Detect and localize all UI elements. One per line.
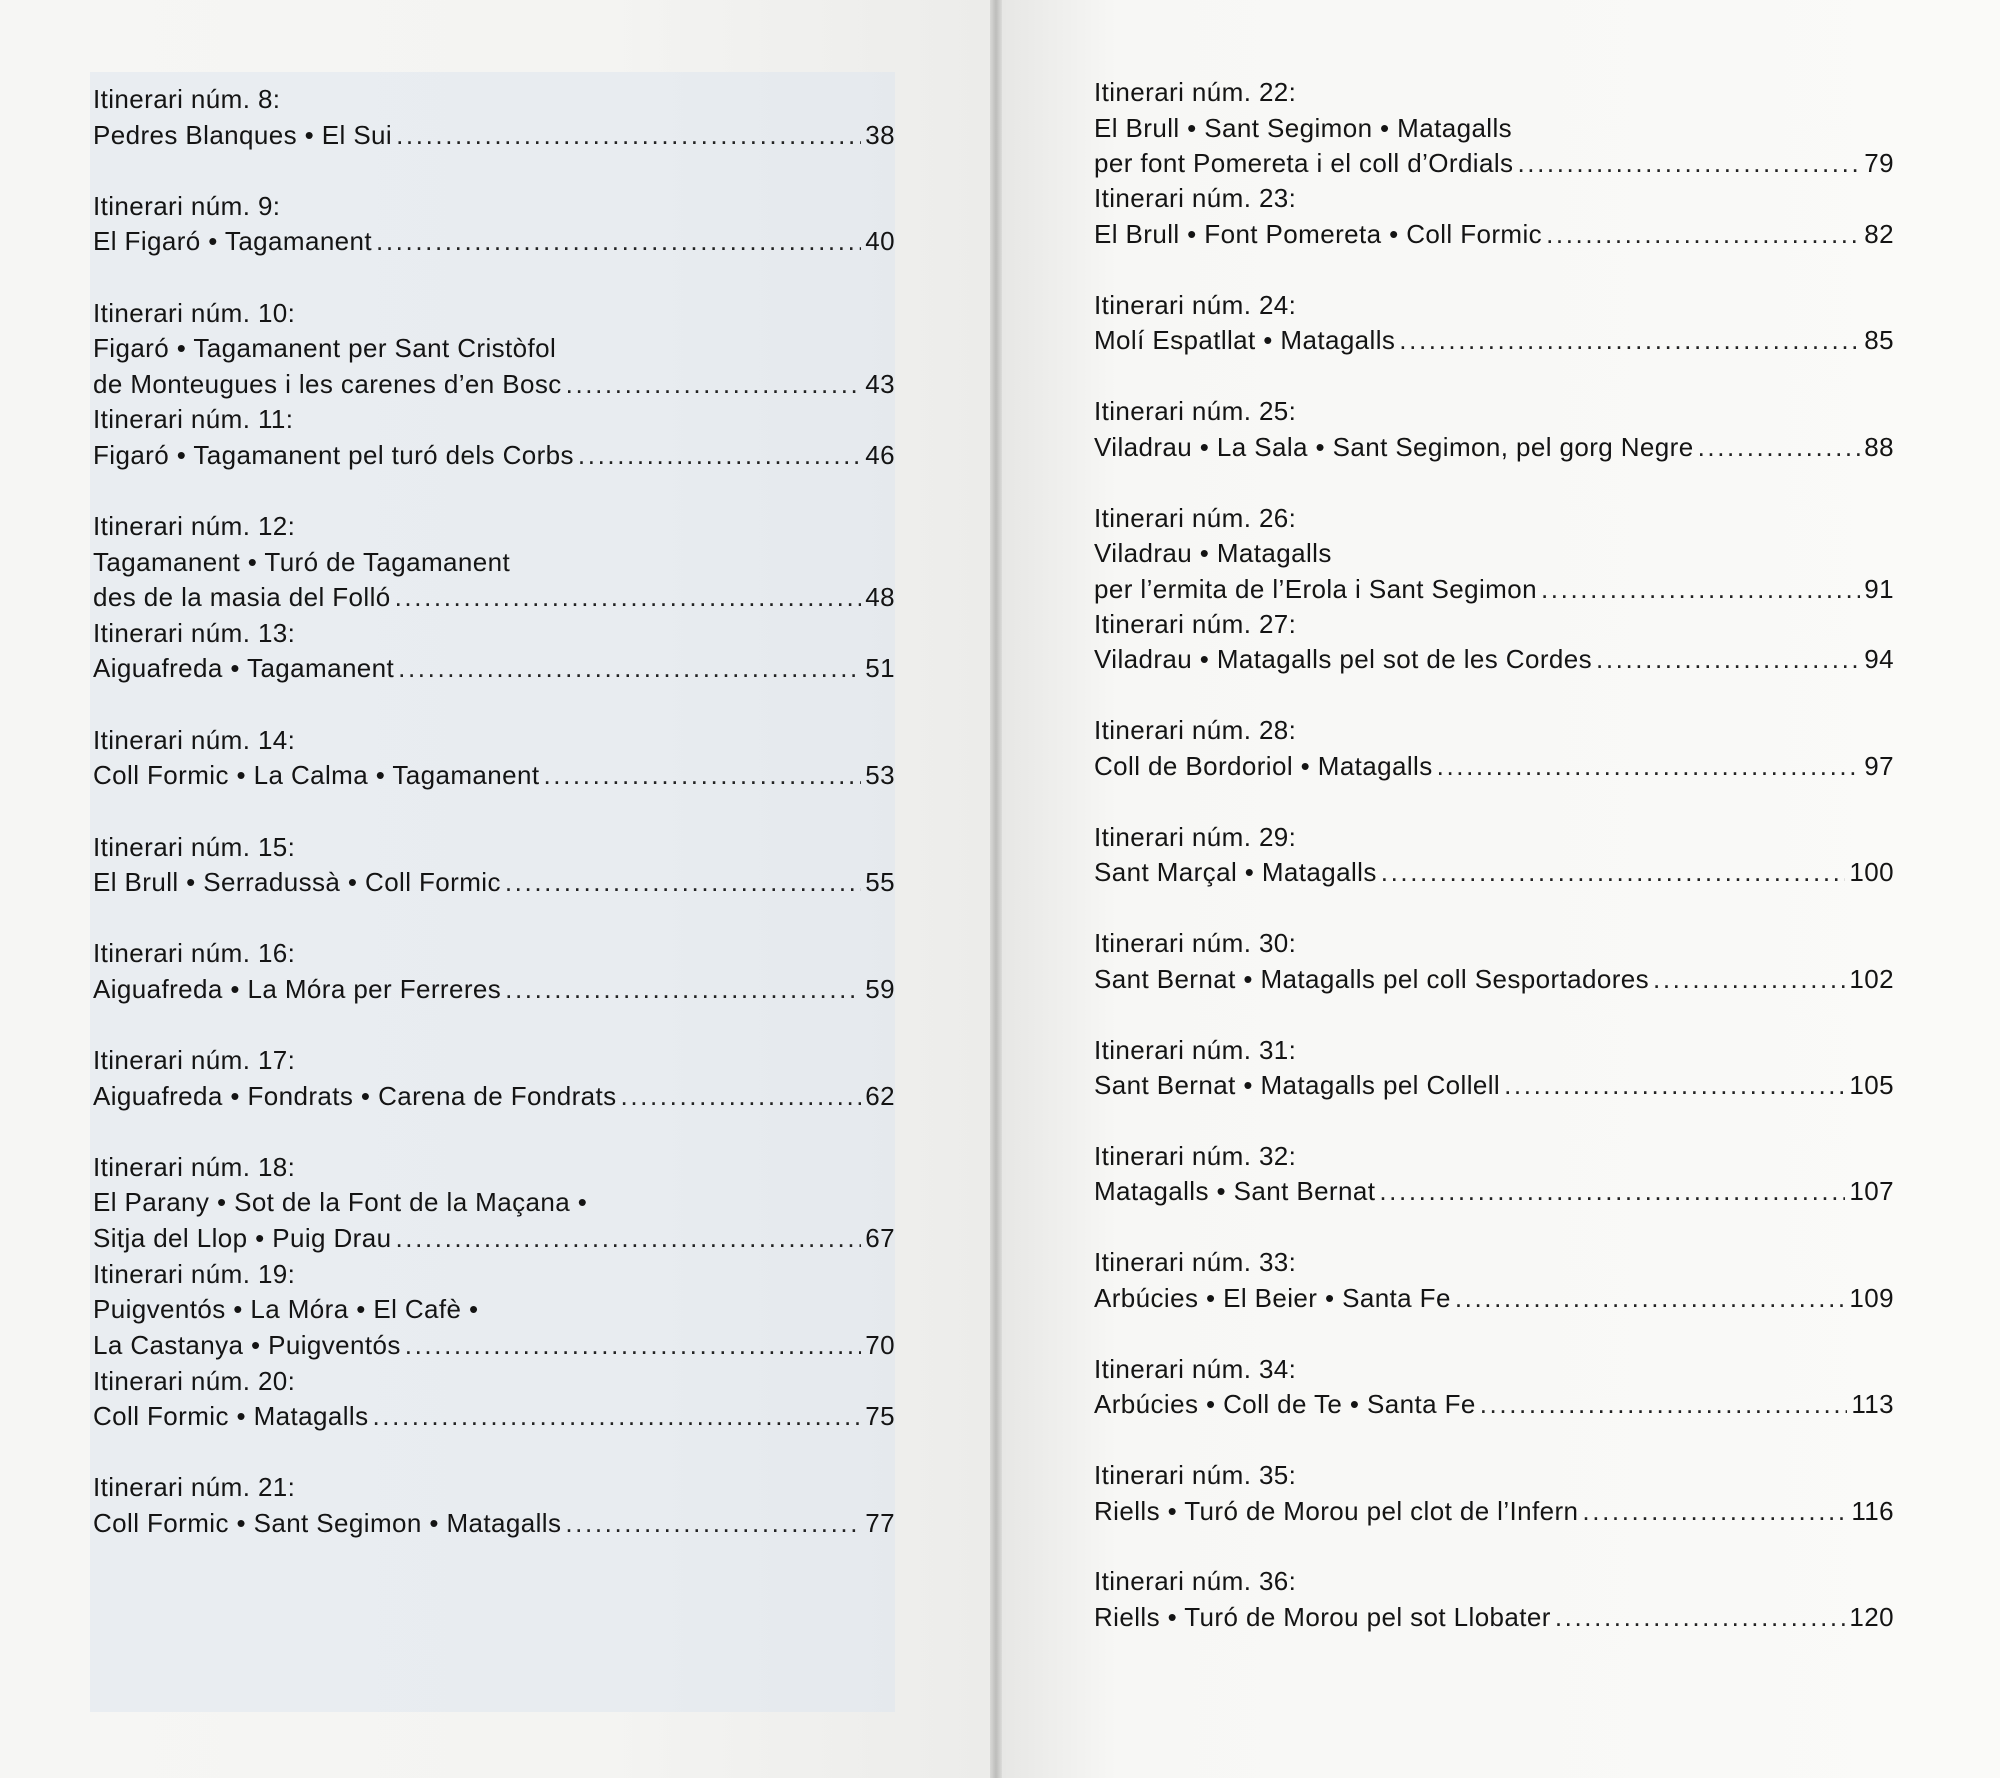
toc-entry (1094, 820, 1894, 926)
itinerary-title: El Brull • Font Pomereta • Coll Formic (1094, 218, 1543, 249)
itinerary-title: Riells • Turó de Morou pel sot Llobater (1094, 1601, 1551, 1632)
toc-entry (93, 402, 895, 509)
itinerary-title: de Monteugues i les carenes d’en Bosc (93, 368, 562, 399)
toc-entry (93, 296, 895, 403)
itinerary-heading: Itinerari núm. 34: (1094, 1353, 1297, 1384)
itinerary-title-line: El Brull • Sant Segimon • Matagalls (1094, 112, 1513, 143)
itinerary-heading: Itinerari núm. 11: (93, 404, 294, 435)
itinerary-title: El Brull • Serradussà • Coll Formic (93, 867, 501, 898)
toc-line (1094, 572, 1894, 608)
itinerary-title: des de la masia del Folló (93, 582, 391, 613)
page-number: 40 (865, 226, 895, 257)
toc-line (93, 580, 895, 616)
page-number: 62 (865, 1080, 895, 1111)
toc-line (93, 1399, 895, 1435)
toc-line (1094, 146, 1894, 182)
page-number: 102 (1849, 963, 1894, 994)
dot-leader (505, 972, 861, 1008)
page-number: 94 (1864, 644, 1894, 675)
toc-line (1094, 962, 1894, 998)
page-number: 82 (1864, 218, 1894, 249)
toc-entry (93, 616, 895, 723)
dot-leader (1596, 642, 1860, 678)
page-number: 43 (865, 368, 895, 399)
itinerary-heading: Itinerari núm. 22: (1094, 77, 1297, 107)
toc-entry (93, 1470, 895, 1577)
page-number: 91 (1864, 573, 1894, 604)
dot-leader (1653, 962, 1845, 998)
itinerary-title: El Figaró • Tagamanent (93, 226, 373, 257)
page-number: 105 (1849, 1070, 1894, 1101)
dot-leader (1399, 323, 1860, 359)
toc-entry (1094, 1352, 1894, 1458)
page-number: 48 (865, 582, 895, 613)
itinerary-title: Sant Bernat • Matagalls pel coll Sesportadores (1094, 963, 1650, 994)
itinerary-title: Coll Formic • La Calma • Tagamanent (93, 760, 540, 791)
dot-leader (398, 651, 861, 687)
page-number: 79 (1864, 148, 1894, 178)
itinerary-heading: Itinerari núm. 21: (93, 1472, 296, 1503)
book-gutter (990, 0, 1002, 1778)
page-number: 70 (865, 1329, 895, 1360)
itinerary-title: La Castanya • Puigventós (93, 1329, 401, 1360)
toc-entry (1094, 501, 1894, 607)
toc-line (1094, 855, 1894, 891)
itinerary-title: Arbúcies • Coll de Te • Santa Fe (1094, 1389, 1476, 1420)
toc-line (93, 118, 895, 154)
dot-leader (1555, 1600, 1846, 1636)
toc-line (1094, 430, 1894, 466)
toc-line (93, 438, 895, 474)
itinerary-heading: Itinerari núm. 18: (93, 1151, 296, 1182)
toc-column-left (93, 82, 895, 1577)
page-number: 67 (865, 1222, 895, 1253)
dot-leader (1698, 430, 1861, 466)
toc-line (1094, 1600, 1894, 1636)
toc-entry (1094, 1139, 1894, 1245)
dot-leader (1504, 1068, 1845, 1104)
dot-leader (578, 438, 861, 474)
page-number: 38 (865, 119, 895, 150)
itinerary-heading: Itinerari núm. 12: (93, 511, 296, 542)
toc-line (1094, 1281, 1894, 1317)
itinerary-title: Sant Marçal • Matagalls (1094, 857, 1377, 888)
toc-entry (1094, 181, 1894, 287)
toc-column-right (1094, 75, 1894, 1671)
dot-leader (372, 1399, 861, 1435)
toc-line (93, 1328, 895, 1364)
itinerary-title-line: Figaró • Tagamanent per Sant Cristòfol (93, 333, 557, 364)
page-number: 97 (1864, 750, 1894, 781)
itinerary-title: per font Pomereta i el coll d’Ordials (1094, 148, 1514, 178)
itinerary-heading: Itinerari núm. 16: (93, 938, 296, 969)
itinerary-heading: Itinerari núm. 29: (1094, 821, 1297, 852)
itinerary-heading: Itinerari núm. 36: (1094, 1566, 1297, 1597)
toc-line (93, 972, 895, 1008)
itinerary-title: Aiguafreda • Tagamanent (93, 653, 395, 684)
page-number: 77 (865, 1507, 895, 1538)
dot-leader (565, 1506, 861, 1542)
toc-line (1094, 1174, 1894, 1210)
toc-entry (93, 830, 895, 937)
dot-leader (1480, 1387, 1848, 1423)
itinerary-heading: Itinerari núm. 32: (1094, 1140, 1297, 1171)
dot-leader (1582, 1494, 1847, 1530)
dot-leader (543, 758, 861, 794)
itinerary-title: Viladrau • Matagalls pel sot de les Cordes (1094, 644, 1593, 675)
page-number: 85 (1864, 325, 1894, 356)
page-number: 120 (1849, 1601, 1894, 1632)
itinerary-heading: Itinerari núm. 35: (1094, 1460, 1297, 1491)
dot-leader (1541, 572, 1860, 608)
toc-line (93, 367, 895, 403)
toc-entry (1094, 713, 1894, 819)
itinerary-title: Sitja del Llop • Puig Drau (93, 1222, 392, 1253)
itinerary-heading: Itinerari núm. 30: (1094, 928, 1297, 959)
itinerary-heading: Itinerari núm. 13: (93, 617, 296, 648)
dot-leader (566, 367, 862, 403)
toc-line (1094, 1068, 1894, 1104)
itinerary-heading: Itinerari núm. 19: (93, 1258, 296, 1289)
itinerary-heading: Itinerari núm. 25: (1094, 396, 1297, 427)
itinerary-title: Aiguafreda • La Móra per Ferreres (93, 973, 502, 1004)
toc-entry (1094, 1033, 1894, 1139)
toc-line (1094, 323, 1894, 359)
toc-entry (1094, 394, 1894, 500)
itinerary-heading: Itinerari núm. 27: (1094, 608, 1297, 639)
itinerary-heading: Itinerari núm. 14: (93, 724, 296, 755)
itinerary-heading: Itinerari núm. 8: (93, 84, 281, 114)
itinerary-heading: Itinerari núm. 9: (93, 190, 281, 221)
page-number: 46 (865, 439, 895, 470)
dot-leader (1546, 217, 1860, 253)
toc-entry (1094, 926, 1894, 1032)
toc-line (1094, 749, 1894, 785)
toc-line (1094, 642, 1894, 678)
itinerary-title-line: Viladrau • Matagalls (1094, 538, 1332, 569)
itinerary-title-line: Tagamanent • Turó de Tagamanent (93, 546, 511, 577)
toc-entry (1094, 607, 1894, 713)
page-number: 53 (865, 760, 895, 791)
itinerary-title-line: Puigventós • La Móra • El Cafè • (93, 1294, 479, 1325)
itinerary-title: Coll Formic • Matagalls (93, 1401, 369, 1432)
dot-leader (621, 1079, 862, 1115)
dot-leader (395, 580, 862, 616)
page-number: 113 (1851, 1389, 1894, 1420)
dot-leader (1381, 855, 1846, 891)
itinerary-heading: Itinerari núm. 20: (93, 1365, 296, 1396)
toc-line (1094, 1387, 1894, 1423)
page-number: 59 (865, 973, 895, 1004)
toc-entry (93, 1364, 895, 1471)
toc-line (93, 758, 895, 794)
toc-line (93, 865, 895, 901)
page-number: 109 (1849, 1282, 1894, 1313)
dot-leader (376, 224, 861, 260)
itinerary-title: Coll de Bordoriol • Matagalls (1094, 750, 1433, 781)
page-number: 100 (1849, 857, 1894, 888)
itinerary-title: Sant Bernat • Matagalls pel Collell (1094, 1070, 1501, 1101)
itinerary-heading: Itinerari núm. 33: (1094, 1247, 1297, 1278)
itinerary-heading: Itinerari núm. 10: (93, 297, 296, 328)
page-number: 116 (1851, 1495, 1894, 1526)
toc-line (93, 1079, 895, 1115)
toc-entry (1094, 1458, 1894, 1564)
itinerary-title: Matagalls • Sant Bernat (1094, 1176, 1376, 1207)
toc-entry (93, 509, 895, 616)
toc-line (93, 1221, 895, 1257)
itinerary-heading: Itinerari núm. 26: (1094, 502, 1297, 533)
toc-line (93, 224, 895, 260)
itinerary-title: Riells • Turó de Morou pel clot de l’Infern (1094, 1495, 1579, 1526)
toc-entry (93, 936, 895, 1043)
itinerary-heading: Itinerari núm. 24: (1094, 289, 1297, 320)
toc-line (1094, 217, 1894, 253)
toc-entry (93, 1257, 895, 1364)
page-number: 107 (1849, 1176, 1894, 1207)
toc-entry (1094, 288, 1894, 394)
dot-leader (395, 1221, 861, 1257)
itinerary-heading: Itinerari núm. 31: (1094, 1034, 1297, 1065)
itinerary-title-line: El Parany • Sot de la Font de la Maçana • (93, 1187, 588, 1218)
toc-entry (1094, 1245, 1894, 1351)
dot-leader (1455, 1281, 1846, 1317)
itinerary-title: Aiguafreda • Fondrats • Carena de Fondrats (93, 1080, 617, 1111)
itinerary-title: Molí Espatllat • Matagalls (1094, 325, 1396, 356)
itinerary-title: Coll Formic • Sant Segimon • Matagalls (93, 1507, 562, 1538)
toc-entry (93, 82, 895, 189)
itinerary-heading: Itinerari núm. 28: (1094, 715, 1297, 746)
itinerary-title: Figaró • Tagamanent pel turó dels Corbs (93, 439, 574, 470)
dot-leader (1379, 1174, 1845, 1210)
dot-leader (405, 1328, 861, 1364)
toc-entry (93, 723, 895, 830)
page-number: 88 (1864, 431, 1894, 462)
itinerary-title: Arbúcies • El Beier • Santa Fe (1094, 1282, 1451, 1313)
toc-entry (1094, 75, 1894, 181)
toc-entry (93, 189, 895, 296)
toc-line (1094, 1494, 1894, 1530)
page-number: 51 (865, 653, 895, 684)
dot-leader (505, 865, 861, 901)
dot-leader (1517, 146, 1860, 182)
dot-leader (1437, 749, 1861, 785)
toc-entry (93, 1150, 895, 1257)
dot-leader (396, 118, 861, 154)
itinerary-heading: Itinerari núm. 17: (93, 1045, 296, 1076)
itinerary-heading: Itinerari núm. 15: (93, 831, 296, 862)
itinerary-heading: Itinerari núm. 23: (1094, 183, 1297, 214)
page-number: 75 (865, 1401, 895, 1432)
toc-line (93, 651, 895, 687)
toc-entry (93, 1043, 895, 1150)
itinerary-title: Pedres Blanques • El Sui (93, 119, 393, 150)
page-number: 55 (865, 867, 895, 898)
itinerary-title: per l’ermita de l’Erola i Sant Segimon (1094, 573, 1537, 604)
itinerary-title: Viladrau • La Sala • Sant Segimon, pel gorg Negre (1094, 431, 1694, 462)
toc-line (93, 1506, 895, 1542)
toc-entry (1094, 1564, 1894, 1670)
